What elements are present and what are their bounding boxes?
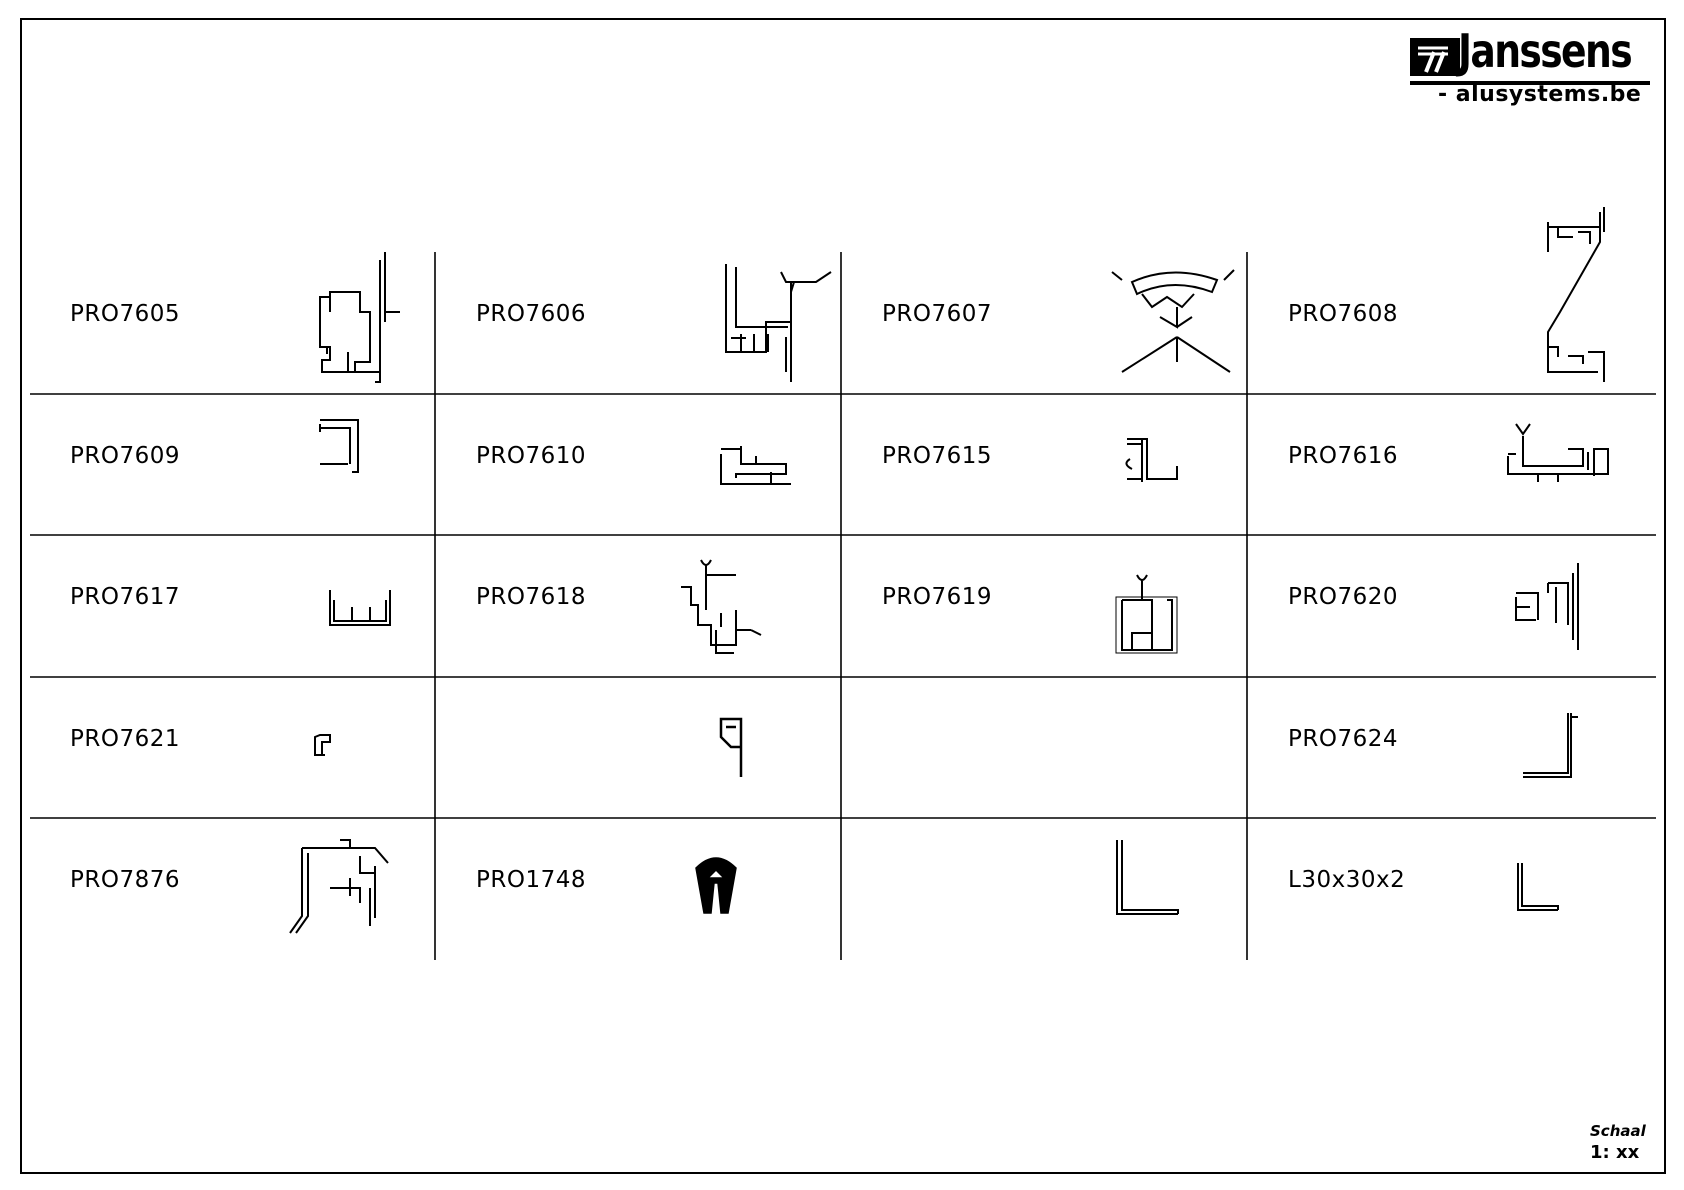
profile-pro7876-icon xyxy=(30,818,435,959)
profile-code: PRO7617 xyxy=(70,584,180,610)
profile-cell xyxy=(1248,252,1653,393)
profile-code: PRO7610 xyxy=(476,443,586,469)
profile-code: PRO7608 xyxy=(1288,301,1398,327)
profile-pro7624-icon xyxy=(1248,677,1653,818)
profile-pro7617-icon xyxy=(30,535,435,676)
profile-cell xyxy=(1248,535,1653,676)
profile-l30x30x2-angle-icon xyxy=(1248,818,1653,959)
profile-cell xyxy=(30,394,435,535)
scale-box xyxy=(1590,1122,1660,1163)
profile-pro7618-icon xyxy=(436,535,841,676)
profile-cell xyxy=(30,677,435,818)
profile-cell xyxy=(842,818,1247,959)
profile-code: PRO7609 xyxy=(70,443,180,469)
profile-code: PRO7607 xyxy=(882,301,992,327)
profile-code: PRO7621 xyxy=(70,726,180,752)
brand-name: Janssens xyxy=(1458,24,1632,78)
profile-cell xyxy=(1248,394,1653,535)
profile-code: PRO7605 xyxy=(70,301,180,327)
profile-code: PRO7876 xyxy=(70,867,180,893)
profile-cell xyxy=(842,677,1247,818)
profile-pro7608-icon xyxy=(1248,252,1653,393)
profile-unlabeled-clip-icon xyxy=(436,677,841,818)
scale-label: Schaal xyxy=(1590,1122,1646,1140)
profile-pro7610-icon xyxy=(436,394,841,535)
profile-pro7616-icon xyxy=(1248,394,1653,535)
profile-cell xyxy=(842,394,1247,535)
profile-cell xyxy=(436,677,841,818)
profile-cell xyxy=(30,535,435,676)
profile-code: PRO7615 xyxy=(882,443,992,469)
profile-cell xyxy=(842,252,1247,393)
profile-cell xyxy=(436,818,841,959)
profile-pro7620-icon xyxy=(1248,535,1653,676)
profile-pro7615-icon xyxy=(842,394,1247,535)
profile-cell xyxy=(436,252,841,393)
profile-pro7607-icon xyxy=(842,252,1247,393)
profile-cell xyxy=(30,252,435,393)
profile-cell xyxy=(436,535,841,676)
profile-cell xyxy=(1248,818,1653,959)
profile-pro7609-icon xyxy=(30,394,435,535)
profile-code: L30x30x2 xyxy=(1288,867,1406,893)
profile-cell xyxy=(1248,677,1653,818)
profile-code: PRO7606 xyxy=(476,301,586,327)
profile-pro7619-icon xyxy=(842,535,1247,676)
scale-value: 1: xx xyxy=(1590,1142,1640,1163)
profile-pro7621-icon xyxy=(30,677,435,818)
profile-pro7605-icon xyxy=(30,252,435,393)
profile-cell xyxy=(30,818,435,959)
profile-pro7606-icon xyxy=(436,252,841,393)
profile-code: PRO7624 xyxy=(1288,726,1398,752)
profile-code: PRO7619 xyxy=(882,584,992,610)
profile-code: PRO1748 xyxy=(476,867,586,893)
profile-code: PRO7616 xyxy=(1288,443,1398,469)
profile-pro1748-gasket-icon xyxy=(436,818,841,959)
profile-unlabeled-angle-icon xyxy=(842,818,1247,959)
profile-code: PRO7620 xyxy=(1288,584,1398,610)
profile-cell xyxy=(436,394,841,535)
profile-code: PRO7618 xyxy=(476,584,586,610)
profile-cell xyxy=(842,535,1247,676)
brand-url: - alusystems.be xyxy=(1438,82,1642,107)
